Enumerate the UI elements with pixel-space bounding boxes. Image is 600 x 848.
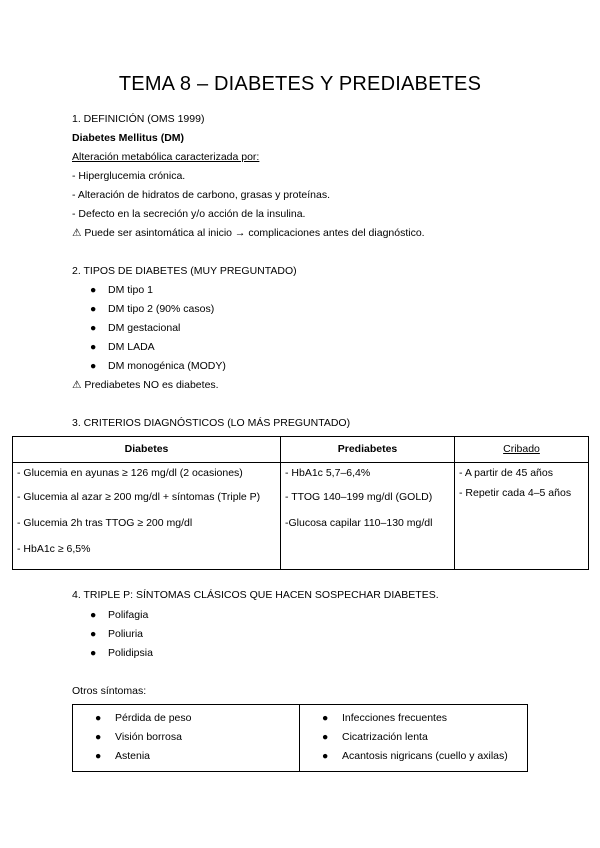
criteria-table	[12, 436, 589, 570]
bullet-icon: ●	[322, 750, 329, 762]
symptom-item: ● Pérdida de peso	[73, 709, 299, 728]
section1-warning: ⚠ Puede ser asintomática al inicio → complicaciones antes del diagnóstico.	[72, 227, 425, 239]
column-header-cribado: Cribado	[455, 437, 589, 463]
bullet-icon: ●	[90, 647, 97, 659]
diabetes-type-item: ● DM tipo 1	[90, 284, 153, 296]
bullet-icon: ●	[95, 712, 102, 724]
criteria-item: - Glucemia al azar ≥ 200 mg/dl + síntomas (Triple P)	[17, 491, 261, 503]
bullet-icon: ●	[90, 360, 97, 372]
bullet-icon: ●	[90, 322, 97, 334]
criteria-item: - HbA1c 5,7–6,4%	[285, 467, 371, 479]
bullet-icon: ●	[322, 731, 329, 743]
criteria-item: -Glucosa capilar 110–130 mg/dl	[285, 517, 433, 529]
criteria-item: - A partir de 45 años	[459, 467, 553, 479]
section2-heading: 2. TIPOS DE DIABETES (MUY PREGUNTADO)	[72, 265, 297, 277]
criteria-item: - TTOG 140–199 mg/dl (GOLD)	[285, 491, 433, 503]
symptom-item: ● Acantosis nigricans (cuello y axilas)	[300, 747, 527, 766]
diabetes-type-item: ● DM monogénica (MODY)	[90, 360, 226, 372]
diabetes-type-item: ● DM LADA	[90, 341, 155, 353]
section1-intro: Alteración metabólica caracterizada por:	[72, 151, 260, 163]
section1-item: - Defecto en la secreción y/o acción de la insulina.	[72, 208, 306, 220]
other-symptoms-right-cell	[300, 705, 528, 772]
bullet-icon: ●	[90, 284, 97, 296]
other-symptoms-label: Otros síntomas:	[72, 685, 147, 697]
criteria-item: - Repetir cada 4–5 años	[459, 487, 572, 499]
triple-p-item: ● Polidipsia	[90, 647, 153, 659]
prediabetes-criteria-cell	[281, 463, 455, 570]
cribado-criteria-cell	[455, 463, 589, 570]
bullet-icon: ●	[322, 712, 329, 724]
section2-warning: ⚠ Prediabetes NO es diabetes.	[72, 379, 219, 391]
symptom-item: ● Astenia	[73, 747, 299, 766]
section1-item: - Hiperglucemia crónica.	[72, 170, 186, 182]
bullet-icon: ●	[90, 628, 97, 640]
symptom-item: ● Cicatrización lenta	[300, 728, 527, 747]
bullet-icon: ●	[90, 609, 97, 621]
section3-heading: 3. CRITERIOS DIAGNÓSTICOS (LO MÁS PREGUNTADO)	[72, 417, 351, 429]
column-header-diabetes: Diabetes	[13, 437, 281, 463]
bullet-icon: ●	[90, 303, 97, 315]
section4-heading: 4. TRIPLE P: SÍNTOMAS CLÁSICOS QUE HACEN SOSPECHAR DIABETES.	[72, 589, 439, 601]
bullet-icon: ●	[90, 341, 97, 353]
section1-heading: 1. DEFINICIÓN (OMS 1999)	[72, 113, 205, 125]
bullet-icon: ●	[95, 750, 102, 762]
diabetes-type-item: ● DM gestacional	[90, 322, 181, 334]
criteria-item: - Glucemia 2h tras TTOG ≥ 200 mg/dl	[17, 517, 193, 529]
symptom-item: ● Infecciones frecuentes	[300, 709, 527, 728]
triple-p-item: ● Poliuria	[90, 628, 144, 640]
symptom-item: ● Visión borrosa	[73, 728, 299, 747]
criteria-item: - HbA1c ≥ 6,5%	[17, 543, 91, 555]
criteria-item: - Glucemia en ayunas ≥ 126 mg/dl (2 ocasiones)	[17, 467, 243, 479]
column-header-prediabetes: Prediabetes	[281, 437, 455, 463]
section1-term: Diabetes Mellitus (DM)	[72, 132, 185, 144]
diabetes-type-item: ● DM tipo 2 (90% casos)	[90, 303, 215, 315]
triple-p-item: ● Polifagia	[90, 609, 149, 621]
bullet-icon: ●	[95, 731, 102, 743]
other-symptoms-table	[72, 704, 528, 772]
other-symptoms-left-cell	[73, 705, 300, 772]
section1-item: - Alteración de hidratos de carbono, grasas y proteínas.	[72, 189, 330, 201]
page-title: TEMA 8 – DIABETES Y PREDIABETES	[118, 73, 482, 95]
diabetes-criteria-cell	[13, 463, 281, 570]
